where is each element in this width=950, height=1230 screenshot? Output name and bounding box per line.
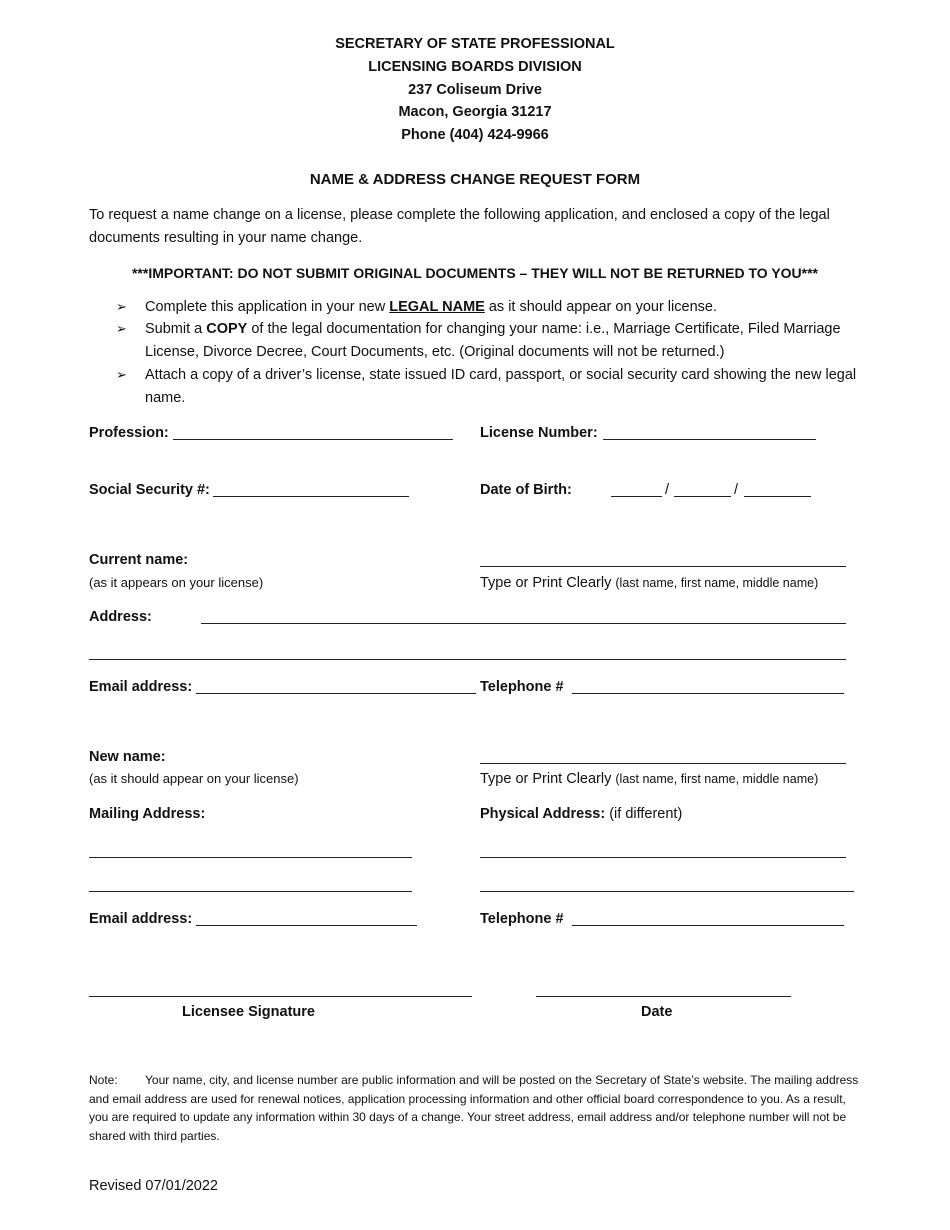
if-different-hint: (if different) (609, 806, 683, 822)
new-name-label: New name: (89, 749, 166, 765)
type-print-text: Type or Print Clearly (480, 575, 612, 591)
physical-address-label: Physical Address: (480, 806, 606, 822)
dob-day-field[interactable] (674, 496, 731, 497)
license-number-label: License Number: (480, 425, 598, 441)
current-telephone-field[interactable] (572, 693, 844, 694)
legal-name-emphasis: LEGAL NAME (389, 299, 485, 315)
licensee-signature-label: Licensee Signature (182, 1004, 315, 1020)
physical-address-heading (480, 804, 682, 824)
dob-separator: / (734, 482, 739, 498)
address-label: Address: (89, 609, 152, 625)
agency-street: 237 Coliseum Drive (408, 82, 542, 98)
mailing-address-field-line2[interactable] (89, 891, 412, 892)
arrow-bullet-icon: ➢ (116, 321, 127, 336)
privacy-note (89, 1071, 859, 1145)
new-telephone-label: Telephone # (480, 911, 564, 927)
license-number-field[interactable] (603, 439, 816, 440)
current-telephone-label: Telephone # (480, 679, 564, 695)
current-email-field[interactable] (196, 693, 476, 694)
form-title: NAME & ADDRESS CHANGE REQUEST FORM (309, 171, 641, 188)
signature-date-field[interactable] (536, 996, 791, 997)
current-name-label: Current name: (89, 552, 189, 568)
dob-label: Date of Birth: (480, 482, 572, 498)
name-order-hint: (last name, first name, middle name) (615, 576, 819, 590)
arrow-bullet-icon: ➢ (116, 367, 127, 382)
current-name-field[interactable] (480, 566, 846, 567)
ssn-field[interactable] (213, 496, 409, 497)
new-name-hint: (as it should appear on your license) (89, 771, 299, 786)
important-notice: ***IMPORTANT: DO NOT SUBMIT ORIGINAL DOCUMENTS – THEY WILL NOT BE RETURNED TO YOU*** (131, 265, 819, 281)
signature-date-label: Date (641, 1004, 673, 1020)
bullet-text: Complete this application in your new (145, 299, 390, 315)
note-text: Your name, city, and license number are public information and will be posted on the Secretary of State’s website. The mailing address and email address are used for renewal notices, application processing information and other official board correspondence to you. As a result, you are required to update any information within 30 days of a change. Your street address, email address and/or telephone number will not be shared with third parties. (89, 1073, 859, 1143)
agency-name-line2: LICENSING BOARDS DIVISION (368, 59, 582, 75)
dob-separator: / (665, 482, 670, 498)
bullet-text: Submit a (145, 321, 207, 337)
new-telephone-field[interactable] (572, 925, 844, 926)
copy-emphasis: COPY (206, 321, 248, 337)
new-email-field[interactable] (196, 925, 417, 926)
dob-month-field[interactable] (611, 496, 662, 497)
bullet-text: Attach a copy of a driver’s license, state issued ID card, passport, or social security card showing the new legal name. (145, 367, 857, 406)
revision-date: Revised 07/01/2022 (89, 1178, 218, 1194)
note-label: Note: (89, 1073, 118, 1087)
bullet-item (118, 318, 858, 364)
type-print-text: Type or Print Clearly (480, 771, 612, 787)
bullet-text: as it should appear on your license. (484, 299, 717, 315)
agency-phone: Phone (404) 424-9966 (401, 127, 549, 143)
mailing-address-label: Mailing Address: (89, 806, 206, 822)
intro-text: To request a name change on a license, please complete the following application, and enclosed a copy of the legal documents resulting in your name change. (89, 207, 830, 246)
agency-city: Macon, Georgia 31217 (398, 104, 552, 120)
current-name-hint: (as it appears on your license) (89, 575, 264, 590)
bullet-item (118, 296, 858, 319)
arrow-bullet-icon: ➢ (116, 299, 127, 314)
address-field-line1[interactable] (201, 623, 846, 624)
licensee-signature-field[interactable] (89, 996, 472, 997)
physical-address-field-line1[interactable] (480, 857, 846, 858)
new-email-label: Email address: (89, 911, 193, 927)
type-print-hint (480, 573, 818, 593)
profession-field[interactable] (173, 439, 453, 440)
name-order-hint: (last name, first name, middle name) (615, 772, 819, 786)
mailing-address-field-line1[interactable] (89, 857, 412, 858)
dob-year-field[interactable] (744, 496, 811, 497)
bullet-item (118, 364, 858, 410)
new-name-field[interactable] (480, 763, 846, 764)
profession-label: Profession: (89, 425, 169, 441)
agency-name-line1: SECRETARY OF STATE PROFESSIONAL (335, 36, 615, 52)
address-field-line2[interactable] (89, 659, 846, 660)
physical-address-field-line2[interactable] (480, 891, 854, 892)
current-email-label: Email address: (89, 679, 193, 695)
ssn-label: Social Security #: (89, 482, 210, 498)
bullet-text: of the legal documentation for changing your name: i.e., Marriage Certificate, Filed Marriage License, Divorce Decree, Court Documents, etc. (Original documents will not be returned.) (145, 321, 841, 360)
type-print-hint (480, 769, 818, 789)
